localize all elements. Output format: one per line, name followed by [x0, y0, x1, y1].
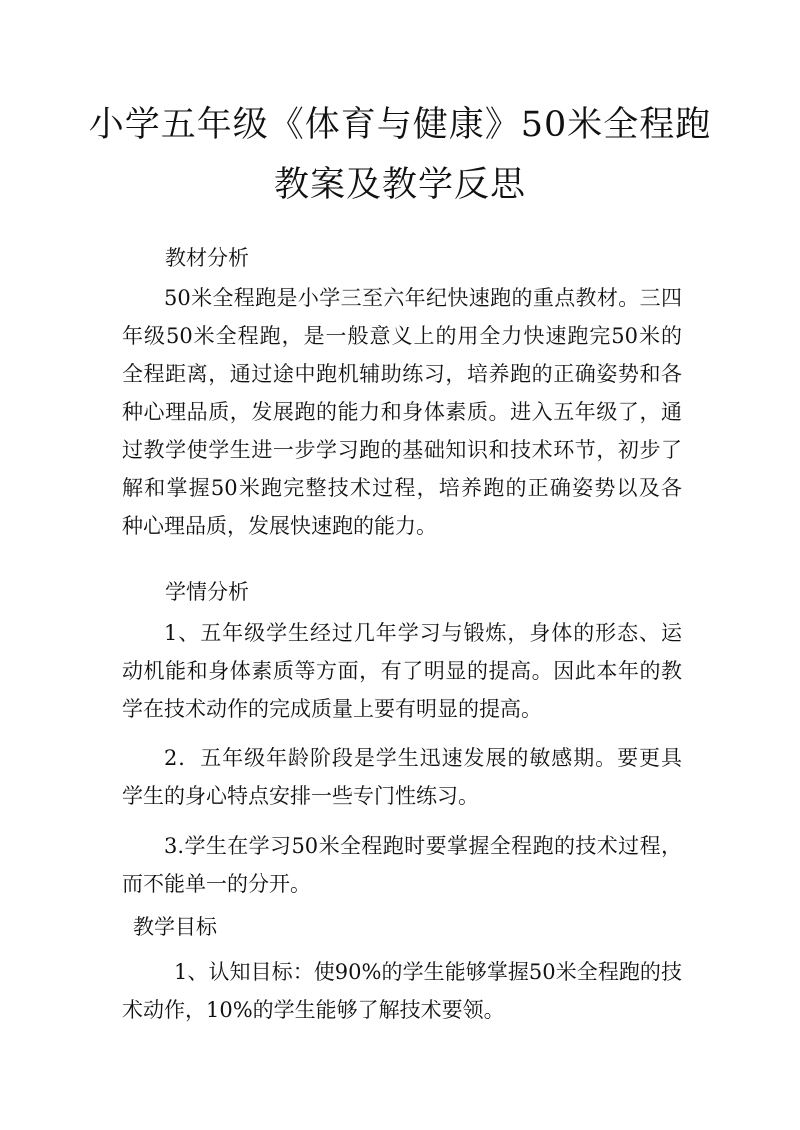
paragraph-line: 解和掌握50米跑完整技术过程，培养跑的正确姿势以及各 [122, 476, 682, 500]
paragraph-students-2 [122, 739, 682, 815]
paragraph-line: 1、五年级学生经过几年学习与锻炼，身体的形态、运 [164, 621, 682, 645]
section-heading-goals: 教学目标 [133, 915, 217, 939]
paragraph-line: 学在技术动作的完成质量上要有明显的提高。 [122, 697, 542, 721]
paragraph-line: 而不能单一的分开。 [122, 872, 311, 896]
title-line-2: 教案及教学反思 [273, 165, 526, 205]
paragraph-material [122, 279, 682, 545]
paragraph-line: 过教学使学生进一步学习跑的基础知识和技术环节，初步了 [122, 438, 682, 462]
paragraph-line: 种心理品质，发展跑的能力和身体素质。进入五年级了，通 [122, 400, 682, 424]
document-title [60, 95, 740, 215]
paragraph-line: 1、认知目标：使90%的学生能够掌握50米全程跑的技 [174, 960, 682, 984]
paragraph-line: 年级50米全程跑，是一般意义上的用全力快速跑完50米的 [122, 324, 682, 348]
section-heading-students: 学情分析 [165, 580, 249, 604]
paragraph-line: 种心理品质，发展快速跑的能力。 [122, 514, 437, 538]
paragraph-students-3 [122, 827, 682, 903]
paragraph-line: 动机能和身体素质等方面，有了明显的提高。因此本年的教 [122, 659, 682, 683]
paragraph-line: 2．五年级年龄阶段是学生迅速发展的敏感期。要更具 [164, 746, 682, 770]
title-line-1: 小学五年级《体育与健康》50米全程跑 [88, 105, 712, 145]
paragraph-students-1 [122, 614, 682, 728]
section-heading-material: 教材分析 [165, 246, 249, 270]
paragraph-line: 全程距离，通过途中跑机辅助练习，培养跑的正确姿势和各 [122, 362, 682, 386]
paragraph-goals-1 [122, 953, 682, 1029]
paragraph-line: 学生的身心特点安排一些专门性练习。 [122, 784, 479, 808]
paragraph-line: 术动作，10%的学生能够了解技术要领。 [122, 998, 505, 1022]
paragraph-line: 50米全程跑是小学三至六年纪快速跑的重点教材。三四 [164, 286, 682, 310]
paragraph-line: 3.学生在学习50米全程跑时要掌握全程跑的技术过程， [164, 834, 682, 858]
